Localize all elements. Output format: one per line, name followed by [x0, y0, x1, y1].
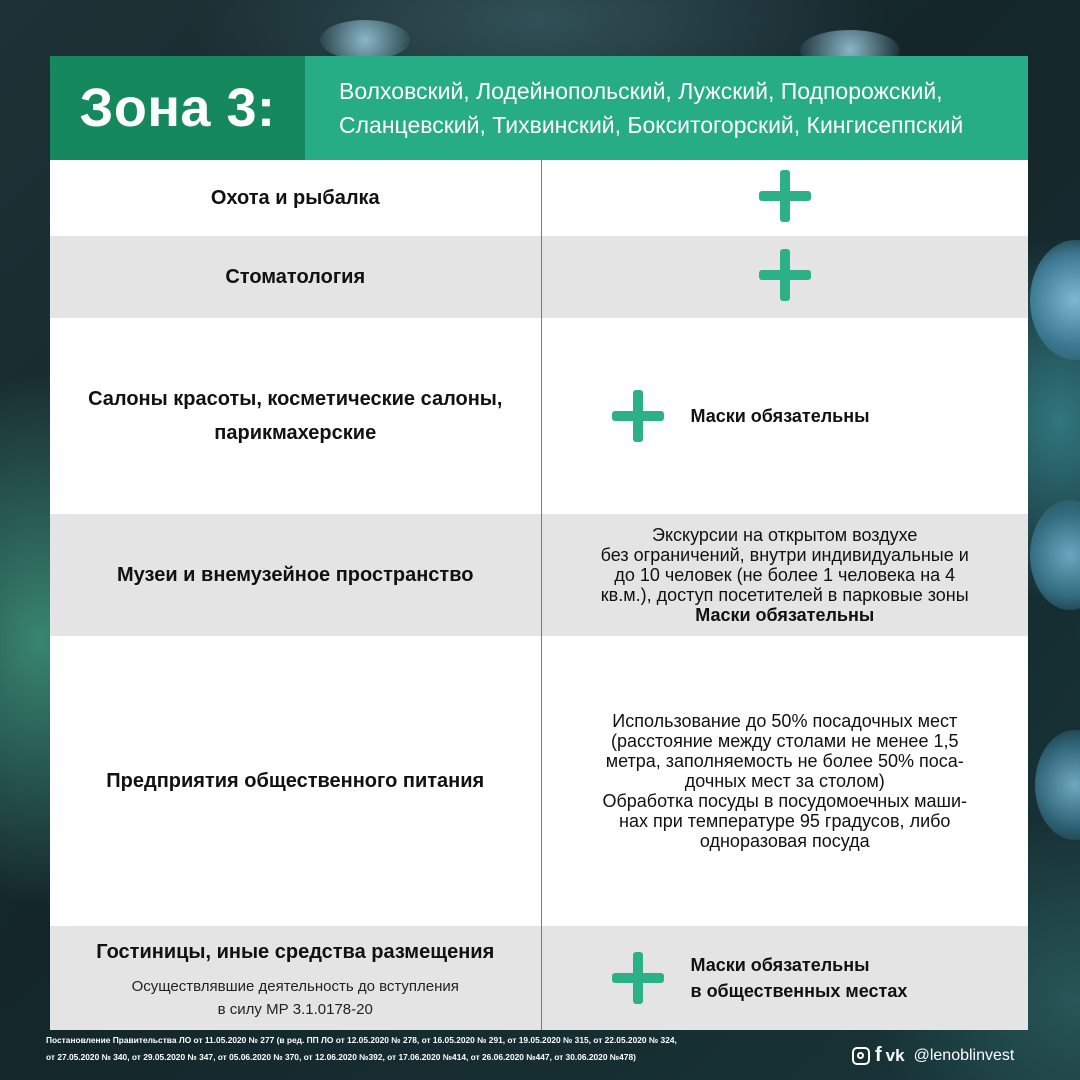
vk-icon[interactable]: vk — [885, 1045, 905, 1065]
zone-title: Зона 3: — [79, 78, 276, 138]
category-sublabel — [68, 975, 523, 1021]
background-molecule — [1030, 500, 1080, 610]
description-line: нах при температуре 95 градусов, либо — [619, 811, 951, 831]
instagram-icon[interactable] — [852, 1047, 870, 1065]
category-subline: Осуществлявшие деятельность до вступления — [131, 978, 459, 995]
masks-note: Маски обязательны — [690, 406, 870, 426]
status-cell — [541, 236, 1028, 318]
districts-line: Волховский, Лодейнопольский, Лужский, Подпорожский, — [339, 78, 943, 104]
category-label: Охота и рыбалка — [210, 187, 380, 209]
plus-icon — [612, 390, 664, 442]
plus-icon — [759, 249, 811, 301]
status-cell — [541, 160, 1028, 236]
description-line: одноразовая посуда — [699, 831, 870, 851]
masks-note-line: Маски обязательны — [690, 955, 870, 975]
category-label: Музеи и внемузейное пространство — [117, 564, 474, 586]
status-cell — [541, 926, 1028, 1030]
description-line: (расстояние между столами не менее 1,5 — [611, 731, 959, 751]
category-cell — [50, 514, 541, 636]
background-molecule — [320, 20, 410, 60]
zone-header — [50, 56, 1028, 160]
status-cell — [541, 514, 1028, 636]
description-line: дочных мест за столом) — [684, 771, 885, 791]
category-label: Стоматология — [225, 266, 366, 288]
table-row — [50, 636, 1028, 926]
footnote-line: Постановление Правительства ЛО от 11.05.2020 № 277 (в ред. ПП ЛО от 12.05.2020 № 278, от 16.05.2020 № 291, от 19.05.2020 № 315, от 22.05.2020 № 324, — [46, 1035, 677, 1045]
facebook-icon[interactable]: f — [875, 1044, 882, 1066]
districts-line: Сланцевский, Тихвинский, Бокситогорский, Кингисеппский — [339, 112, 964, 138]
category-label: Предприятия общественного питания — [106, 770, 485, 792]
masks-note — [691, 952, 908, 1004]
masks-note: Маски обязательны — [695, 605, 875, 625]
category-label: Салоны красоты, косметические салоны, — [88, 388, 503, 410]
description-line: без ограничений, внутри индивидуальные и — [600, 545, 969, 565]
plus-icon — [759, 170, 811, 222]
zone-box — [50, 56, 305, 160]
social-handle[interactable]: @lenoblinvest — [913, 1046, 1015, 1064]
category-cell — [50, 160, 541, 236]
description-line: метра, заполняемость не более 50% поса- — [605, 751, 964, 771]
description-line: Использование до 50% посадочных мест — [612, 711, 958, 731]
social-links — [852, 1044, 1014, 1067]
status-cell — [541, 318, 1028, 514]
table-row — [50, 318, 1028, 514]
category-cell — [50, 318, 541, 514]
table-row — [50, 926, 1028, 1030]
description-line: Обработка посуды в посудомоечных маши- — [602, 791, 968, 811]
status-cell — [541, 636, 1028, 926]
plus-icon — [612, 952, 664, 1004]
category-label: парикмахерские — [214, 422, 377, 444]
legal-footnote — [46, 1032, 836, 1066]
category-cell — [50, 236, 541, 318]
table-row — [50, 236, 1028, 318]
description-line: Экскурсии на открытом воздухе — [652, 525, 918, 545]
table-row — [50, 514, 1028, 636]
rules-table — [50, 160, 1028, 1030]
category-subline: в силу МР 3.1.0178-20 — [217, 1001, 373, 1018]
footnote-line: от 27.05.2020 № 340, от 29.05.2020 № 347, от 05.06.2020 № 370, от 12.06.2020 №392, от 17.06.2020 №414, от 26.06.2020 №447, от 30.06.2020 №478) — [46, 1052, 636, 1062]
background-molecule — [1030, 240, 1080, 360]
background-molecule — [1035, 730, 1080, 840]
districts-band — [305, 56, 1028, 160]
category-cell — [50, 636, 541, 926]
masks-note-line: в общественных местах — [690, 981, 908, 1001]
description-line: кв.м.), доступ посетителей в парковые зоны — [600, 585, 969, 605]
description-line: до 10 человек (не более 1 человека на 4 — [614, 565, 956, 585]
zone-card — [50, 56, 1028, 1030]
category-cell — [50, 926, 541, 1030]
category-label: Гостиницы, иные средства размещения — [96, 941, 495, 963]
table-row — [50, 160, 1028, 236]
